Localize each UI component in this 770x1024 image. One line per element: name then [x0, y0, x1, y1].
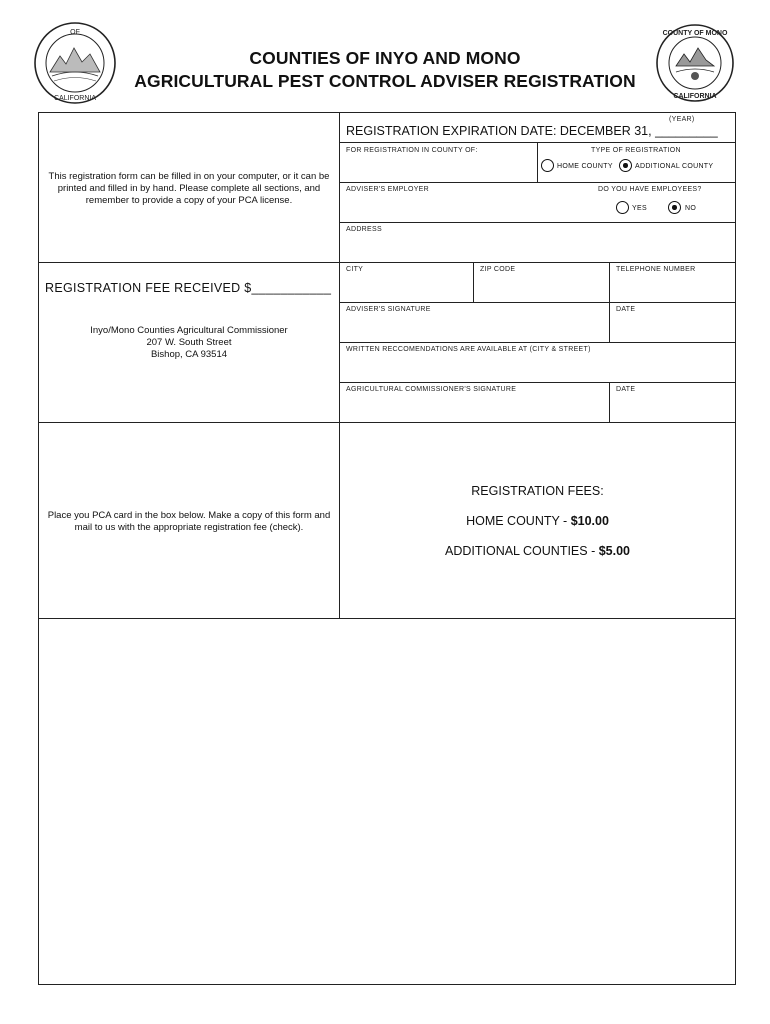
expiration-year-input[interactable]	[655, 124, 721, 140]
adviser-signature-label: ADVISER'S SIGNATURE	[346, 306, 431, 313]
written-recommendations-input[interactable]	[344, 358, 736, 380]
additional-county-radio[interactable]	[619, 159, 632, 172]
grid-line	[339, 182, 736, 183]
commissioner-address-line1: Inyo/Mono Counties Agricultural Commissioner	[90, 325, 288, 336]
grid-line	[537, 142, 538, 182]
city-label: CITY	[346, 266, 364, 273]
additional-county-fee-amount: $5.00	[598, 544, 630, 558]
inyo-county-seal	[32, 20, 118, 106]
pca-card-box	[39, 619, 735, 984]
home-county-radio[interactable]	[541, 159, 554, 172]
grid-line	[339, 382, 736, 383]
date-label: DATE	[616, 306, 636, 313]
date-input[interactable]	[614, 318, 736, 340]
left-divider-1	[38, 262, 340, 263]
section-divider	[38, 422, 736, 423]
grid-line	[339, 302, 736, 303]
county-label: FOR REGISTRATION IN COUNTY OF:	[346, 147, 478, 154]
additional-county-fee	[339, 544, 736, 558]
grid-line	[339, 222, 736, 223]
form-title-line2: AGRICULTURAL PEST CONTROL ADVISER REGISTRATION	[134, 71, 636, 91]
card-instructions-text: Place you PCA card in the box below. Make a copy of this form and mail to us with the appropriate registration fee (check).	[47, 510, 331, 533]
fee-received-label: REGISTRATION FEE RECEIVED $___________	[45, 281, 332, 295]
center-divider	[339, 112, 340, 618]
employees-yes-option: YES	[632, 205, 647, 212]
employer-label: ADVISER'S EMPLOYER	[346, 186, 429, 193]
form-title-line1: COUNTIES OF INYO AND MONO	[249, 48, 521, 68]
employees-yes-radio[interactable]	[616, 201, 629, 214]
svg-text:OF: OF	[70, 29, 80, 36]
phone-label: TELEPHONE NUMBER	[616, 266, 696, 273]
date2-input[interactable]	[614, 398, 736, 420]
svg-text:CALIFORNIA: CALIFORNIA	[673, 93, 717, 100]
fees-heading: REGISTRATION FEES:	[471, 484, 604, 498]
city-input[interactable]	[344, 278, 472, 300]
employer-input[interactable]	[344, 198, 598, 220]
grid-line	[339, 342, 736, 343]
employees-no-radio[interactable]	[668, 201, 681, 214]
svg-text:CALIFORNIA: CALIFORNIA	[53, 95, 97, 102]
home-county-fee-amount: $10.00	[570, 514, 609, 528]
registration-type-label: TYPE OF REGISTRATION	[591, 147, 681, 154]
grid-line	[339, 262, 736, 263]
year-label: (YEAR)	[669, 116, 695, 123]
address-input[interactable]	[344, 238, 736, 260]
zip-label: ZIP CODE	[480, 266, 516, 273]
address-label: ADDRESS	[346, 226, 382, 233]
home-county-option: HOME COUNTY	[557, 163, 613, 170]
phone-input[interactable]	[614, 278, 736, 300]
zip-input[interactable]	[478, 278, 608, 300]
grid-line	[609, 382, 610, 422]
adviser-signature-input[interactable]	[344, 318, 608, 340]
home-county-fee-label: HOME COUNTY -	[466, 514, 571, 528]
commissioner-address-line3: Bishop, CA 93514	[150, 349, 228, 360]
home-county-fee	[339, 514, 736, 528]
additional-county-fee-label: ADDITIONAL COUNTIES -	[445, 544, 599, 558]
commissioner-signature-label: AGRICULTURAL COMMISSIONER'S SIGNATURE	[346, 386, 517, 393]
written-recommendations-label: WRITTEN RECCOMENDATIONS ARE AVAILABLE AT (CITY & STREET)	[346, 346, 591, 353]
additional-county-option: ADDITIONAL COUNTY	[635, 163, 714, 170]
commissioner-address-line2: 207 W. South Street	[146, 337, 232, 348]
commissioner-signature-input[interactable]	[344, 398, 608, 420]
expiration-date-label: REGISTRATION EXPIRATION DATE: DECEMBER 31, _________	[346, 124, 718, 138]
svg-text:COUNTY OF MONO: COUNTY OF MONO	[662, 30, 728, 37]
grid-line	[473, 262, 474, 302]
mono-county-seal	[654, 22, 736, 104]
county-input[interactable]	[344, 158, 536, 180]
employees-question: DO YOU HAVE EMPLOYEES?	[598, 186, 702, 193]
grid-line	[609, 302, 610, 342]
grid-line	[609, 262, 610, 302]
employees-no-option: NO	[685, 205, 697, 212]
date2-label: DATE	[616, 386, 636, 393]
instructions-text: This registration form can be filled in on your computer, or it can be printed and filled in by hand. Please complete all sections, and remember to provide a copy of your PCA license.	[48, 171, 330, 206]
